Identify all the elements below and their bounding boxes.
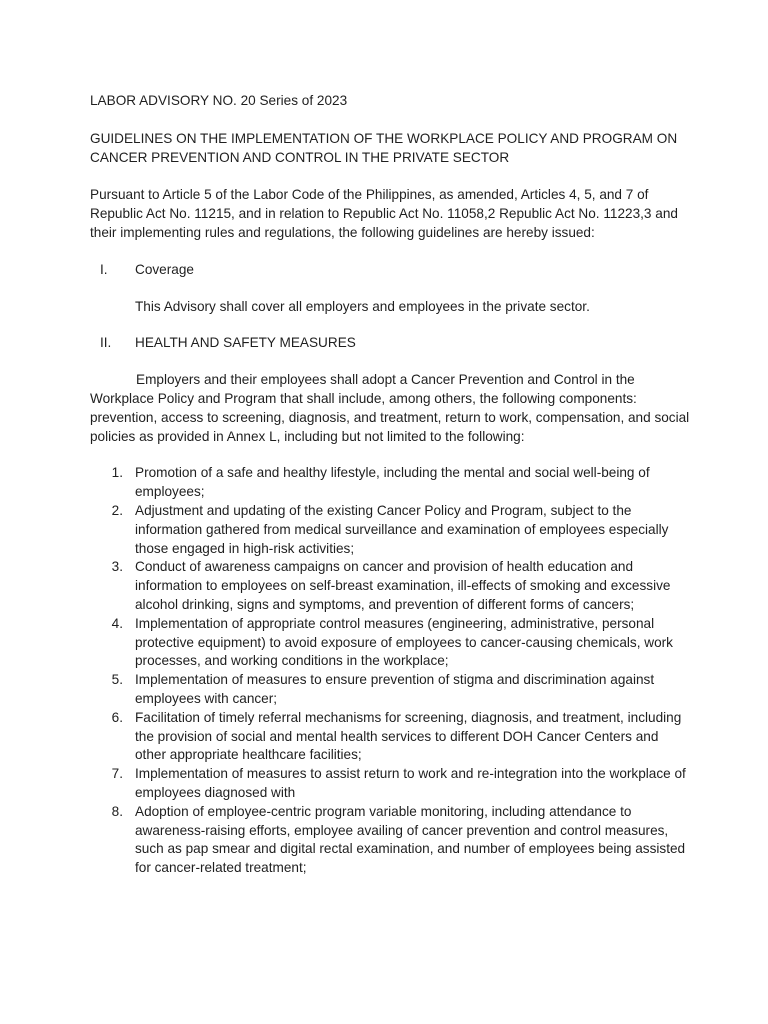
coverage-body: This Advisory shall cover all employers and employees in the private sector.: [135, 298, 590, 314]
list-item-number: 4.: [111, 615, 123, 631]
list-item-number: 7.: [111, 766, 123, 782]
preamble-paragraph: Pursuant to Article 5 of the Labor Code of the Philippines, as amended, Articles 4, 5, and 7 of Republic Act No. 11215, and in relation to Republic Act No. 11058,2 Republic Act No. 11223,3 and their implementing rules and regulations, the following guidelines are hereby issued:: [90, 187, 678, 240]
list-item-text: Facilitation of timely referral mechanisms for screening, diagnosis, and treatment, including the provision of social and mental health services to different DOH Cancer Centers and other appropriate healthcare facilities;: [135, 709, 682, 763]
list-item-text: Conduct of awareness campaigns on cancer and provision of health education and information to employees on self-breast examination, ill-effects of smoking and excessive alcohol drinking, signs and symptoms, and prevention of different forms of cancers;: [135, 559, 671, 612]
list-item-number: 8.: [111, 803, 123, 819]
list-item: [90, 803, 690, 878]
section-number: II.: [100, 335, 112, 351]
list-item: [90, 464, 690, 502]
list-item-text: Implementation of measures to assist return to work and re-integration into the workplace of employees diagnosed with: [135, 766, 686, 800]
list-item: [90, 671, 690, 709]
list-item-number: 2.: [111, 502, 123, 518]
section-heading-health-safety: [90, 334, 690, 353]
measures-list: [90, 464, 690, 878]
advisory-subject: GUIDELINES ON THE IMPLEMENTATION OF THE WORKPLACE POLICY AND PROGRAM ON CANCER PREVENTION AND CONTROL IN THE PRIVATE SECTOR: [90, 130, 678, 165]
list-item-text: Adoption of employee-centric program variable monitoring, including attendance to awareness-raising efforts, employee availing of cancer prevention and control measures, such as pap smear and digital rectal examination, and number of employees being assisted for cancer-related treatment;: [135, 803, 686, 876]
list-item-number: 3.: [111, 559, 123, 575]
list-item-text: Adjustment and updating of the existing Cancer Policy and Program, subject to the information gathered from medical surveillance and examination of employees especially those engaged in high-risk activities;: [135, 502, 669, 556]
section-title: Coverage: [135, 261, 194, 277]
list-item-text: Implementation of measures to ensure prevention of stigma and discrimination against employees with cancer;: [135, 672, 655, 706]
section-title: HEALTH AND SAFETY MEASURES: [135, 335, 356, 351]
list-item: [90, 502, 690, 558]
list-item: [90, 709, 690, 765]
health-safety-body: Employers and their employees shall adopt a Cancer Prevention and Control in the Workplace Policy and Program that shall include, among others, the following components: prevention, access to screening, diagnosis, and treatment, return to work, compensation, and social policies as provided in Annex L, including but not limited to the following:: [90, 372, 690, 444]
list-item-number: 5.: [111, 672, 123, 688]
list-item: [90, 615, 690, 671]
advisory-number: LABOR ADVISORY NO. 20 Series of 2023: [90, 93, 348, 108]
list-item-text: Promotion of a safe and healthy lifestyle, including the mental and social well-being of employees;: [135, 465, 650, 500]
section-heading-coverage: [90, 261, 690, 280]
list-item-number: 1.: [111, 465, 123, 481]
section-number: I.: [100, 261, 108, 277]
list-item: [90, 765, 690, 803]
list-item-number: 6.: [111, 709, 123, 725]
list-item-text: Implementation of appropriate control measures (engineering, administrative, personal protective equipment) to avoid exposure of employees to cancer-causing chemicals, work processes, and working conditions in the workplace;: [135, 615, 673, 669]
list-item: [90, 558, 690, 614]
document-page: [90, 92, 690, 878]
